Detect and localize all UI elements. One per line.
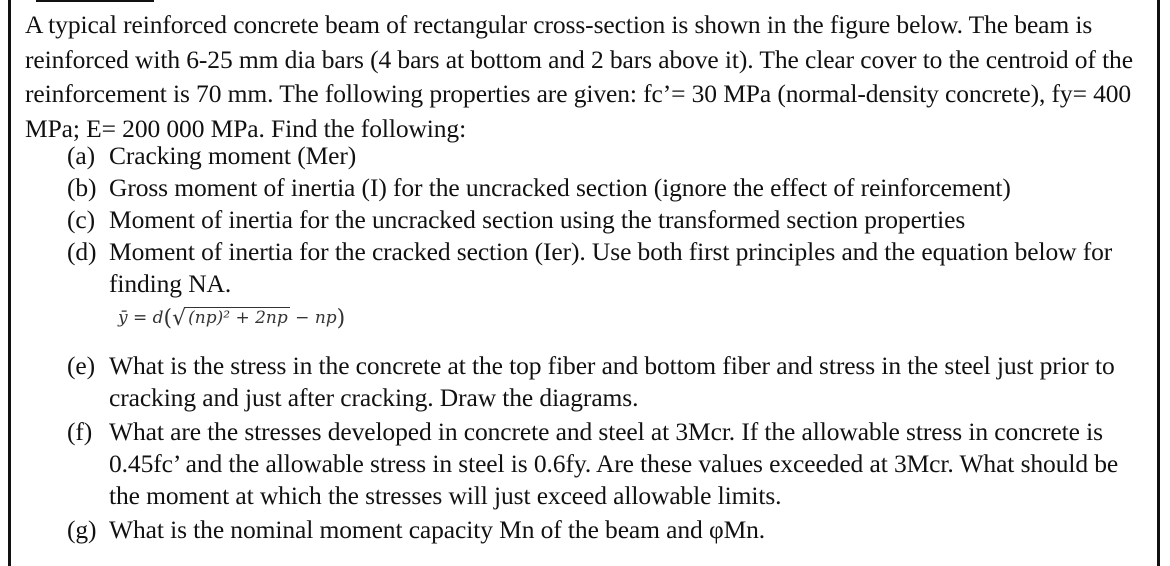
item-label: (e) bbox=[67, 351, 96, 380]
question-item-c bbox=[67, 204, 1147, 236]
item-label: (f) bbox=[67, 417, 93, 446]
item-label: (b) bbox=[67, 173, 97, 202]
item-text: What is the nominal moment capacity Mn of the beam and φMn. bbox=[109, 515, 766, 544]
question-item-b bbox=[67, 172, 1147, 204]
item-label: (d) bbox=[67, 237, 97, 266]
item-text: What are the stresses developed in concrete and steel at 3Mcr. If the allowable stress in concrete is 0.45fc’ and the allowable stress in steel is 0.6fy. Are these values exceeded at 3Mcr. What should be the moment at which the stresses will just exceed allowable limits. bbox=[109, 417, 1119, 510]
question-item-f bbox=[67, 416, 1147, 512]
problem-statement: A typical reinforced concrete beam of rectangular cross-section is shown in the figure below. The beam is reinforced with 6-25 mm dia bars (4 bars at bottom and 2 bars above it). The clear cover to the centroid of the reinforcement is 70 mm. The following properties are given: fc’= 30 MPa (normal-density concrete), fy= 400 MPa; E= 200 000 MPa. Find the following: bbox=[25, 10, 1133, 143]
item-text: Gross moment of inertia (I) for the uncracked section (ignore the effect of reinforcement) bbox=[109, 173, 1011, 202]
sqrt-symbol: (√ bbox=[163, 306, 187, 331]
item-text: Moment of inertia for the cracked section (Ier). Use both first principles and the equation below for finding NA. bbox=[109, 237, 1113, 298]
question-item-d bbox=[67, 236, 1147, 300]
equation-radicand: (np)² + 2np bbox=[188, 308, 288, 328]
question-item-a bbox=[67, 140, 1147, 172]
question-item-e bbox=[67, 350, 1147, 414]
item-label: (c) bbox=[67, 205, 96, 234]
item-text: Cracking moment (Mer) bbox=[109, 141, 357, 170]
neutral-axis-equation bbox=[118, 306, 345, 331]
item-label: (g) bbox=[67, 515, 97, 544]
equation-lhs: ȳ = d bbox=[118, 308, 164, 328]
item-text: Moment of inertia for the uncracked section using the transformed section properties bbox=[109, 205, 966, 234]
equation-tail: − np bbox=[295, 308, 337, 328]
paren-close: ) bbox=[336, 306, 346, 331]
item-label: (a) bbox=[67, 141, 96, 170]
item-text: What is the stress in the concrete at the top fiber and bottom fiber and stress in the steel just prior to cracking and just after cracking. Draw the diagrams. bbox=[109, 351, 1115, 412]
question-item-g bbox=[67, 514, 1147, 546]
